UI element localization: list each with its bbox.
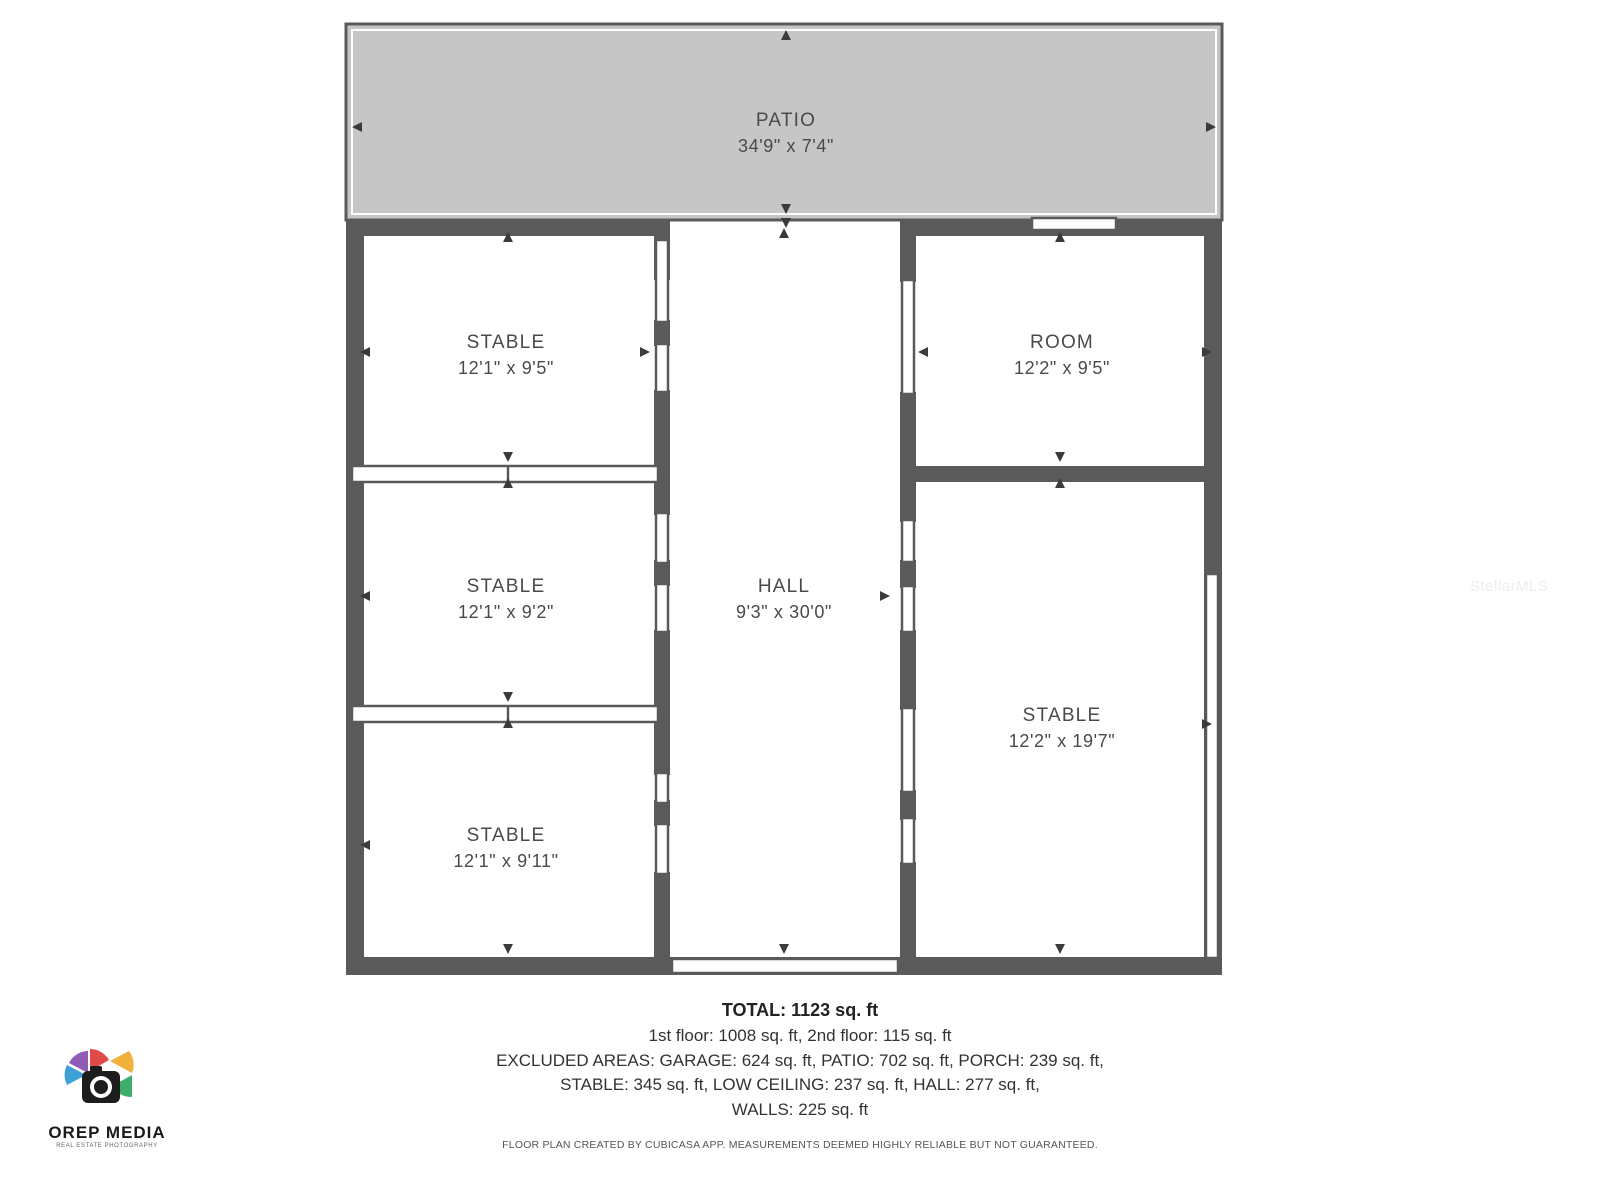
room-label-hall — [736, 574, 832, 624]
room-label-room — [1014, 330, 1110, 380]
orep-media-logo — [42, 1045, 172, 1160]
room-dims: 12'1" x 9'5" — [458, 357, 554, 378]
room-name: STABLE — [1022, 705, 1102, 727]
room-name: STABLE — [466, 332, 546, 354]
excluded-areas-line-1: EXCLUDED AREAS: GARAGE: 624 sq. ft, PATIO: 702 sq. ft, PORCH: 239 sq. ft, — [496, 1050, 1104, 1070]
excluded-areas-line-2: STABLE: 345 sq. ft, LOW CEILING: 237 sq. ft, HALL: 277 sq. ft, — [560, 1075, 1040, 1095]
logo-brand-text: OREP MEDIA — [48, 1123, 166, 1142]
room-label-patio — [738, 108, 834, 158]
floor-breakdown: 1st floor: 1008 sq. ft, 2nd floor: 115 sq. ft — [648, 1026, 952, 1045]
room-name: STABLE — [466, 576, 546, 598]
room-label-stable-1 — [458, 330, 554, 380]
room-label-stable-3 — [453, 823, 558, 873]
room-label-stable-4 — [1009, 703, 1116, 753]
room-dims: 12'1" x 9'2" — [458, 601, 554, 622]
room-name: STABLE — [466, 825, 546, 847]
logo-tagline-text: REAL ESTATE PHOTOGRAPHY — [56, 1143, 158, 1149]
room-name: ROOM — [1030, 332, 1094, 354]
area-summary — [0, 1000, 1600, 1151]
room-name: HALL — [757, 576, 811, 598]
room-dims: 12'2" x 19'7" — [1008, 730, 1116, 751]
room-label-stable-2 — [458, 574, 554, 624]
disclaimer-text: FLOOR PLAN CREATED BY CUBICASA APP. MEASUREMENTS DEEMED HIGHLY RELIABLE BUT NOT GUARANTEED. — [502, 1138, 1098, 1151]
room-dims: 12'2" x 9'5" — [1014, 357, 1110, 378]
room-dims: 9'3" x 30'0" — [736, 601, 832, 622]
watermark: StellarMLS — [1470, 578, 1549, 595]
room-dims: 12'1" x 9'11" — [453, 850, 559, 871]
excluded-areas-line-3: WALLS: 225 sq. ft — [731, 1099, 869, 1119]
room-name: PATIO — [755, 110, 817, 132]
room-dims: 34'9" x 7'4" — [738, 135, 834, 156]
logo-mark-icon — [42, 1045, 172, 1123]
total-area: TOTAL: 1123 sq. ft — [721, 1000, 879, 1020]
